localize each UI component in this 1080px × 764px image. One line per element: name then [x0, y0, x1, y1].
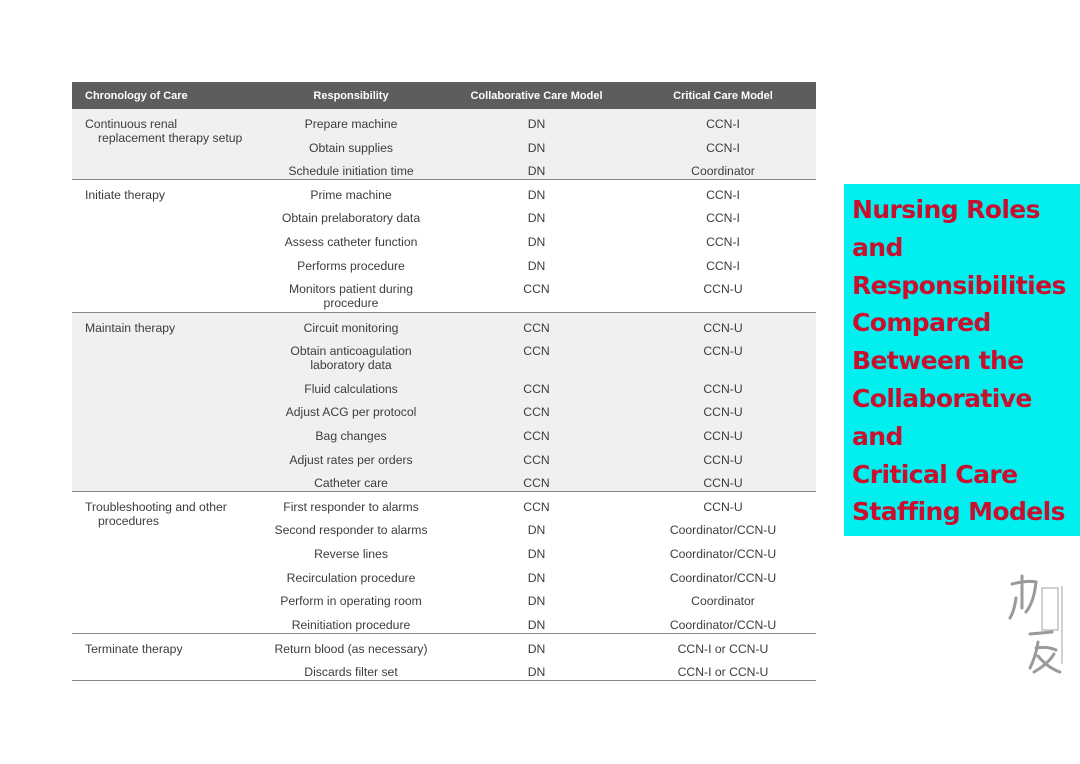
- collaborative-cell: [443, 539, 630, 563]
- collaborative-text: DN: [527, 523, 546, 538]
- critical-cell: [630, 610, 816, 634]
- table-row: [72, 312, 816, 336]
- collaborative-cell: [443, 251, 630, 275]
- critical-cell: [630, 156, 816, 180]
- responsibility-cell: [259, 397, 443, 421]
- critical-text: CCN-U: [703, 405, 743, 420]
- critical-cell: [630, 563, 816, 587]
- responsibility-cell: [259, 468, 443, 492]
- critical-cell: [630, 445, 816, 469]
- header-responsibility: Responsibility: [259, 82, 443, 109]
- logo-stroke: [1010, 576, 1036, 618]
- collaborative-cell: [443, 586, 630, 610]
- collaborative-cell: [443, 492, 630, 516]
- responsibility-cell: [259, 657, 443, 681]
- critical-text: CCN-I or CCN-U: [677, 664, 769, 679]
- critical-cell: [630, 374, 816, 398]
- chronology-text: replacement therapy setup: [98, 131, 243, 145]
- collaborative-cell: [443, 109, 630, 133]
- responsibility-cell: [259, 633, 443, 657]
- responsibility-text: Adjust ACG per protocol: [285, 405, 417, 420]
- critical-cell: [630, 203, 816, 227]
- collaborative-text: DN: [527, 117, 546, 131]
- critical-text: Coordinator/CCN-U: [669, 546, 777, 561]
- table-row: [72, 109, 816, 133]
- collaborative-cell: [443, 312, 630, 336]
- chronology-cell: [72, 312, 259, 492]
- critical-cell: [630, 133, 816, 157]
- collaborative-cell: [443, 515, 630, 539]
- collaborative-text: DN: [527, 546, 546, 561]
- collaborative-text: DN: [527, 617, 546, 632]
- collaborative-cell: [443, 633, 630, 657]
- responsibility-cell: [259, 445, 443, 469]
- header-chronology: Chronology of Care: [72, 82, 259, 109]
- critical-cell: [630, 274, 816, 312]
- collaborative-text: DN: [527, 211, 546, 226]
- critical-cell: [630, 586, 816, 610]
- responsibility-cell: [259, 586, 443, 610]
- table-row: [72, 492, 816, 516]
- responsibility-text: First responder to alarms: [283, 500, 419, 515]
- collaborative-cell: [443, 563, 630, 587]
- collaborative-cell: [443, 203, 630, 227]
- critical-cell: [630, 251, 816, 275]
- table-header-row: [72, 82, 816, 109]
- critical-cell: [630, 109, 816, 133]
- chronology-text: Terminate therapy: [85, 641, 183, 656]
- responsibility-text: Fluid calculations: [304, 381, 398, 396]
- title-line: and: [852, 232, 903, 262]
- collaborative-cell: [443, 468, 630, 492]
- responsibility-text: Prepare machine: [304, 117, 398, 131]
- roles-table: [72, 82, 816, 681]
- collaborative-cell: [443, 336, 630, 374]
- collaborative-cell: [443, 610, 630, 634]
- collaborative-cell: [443, 657, 630, 681]
- critical-text: CCN-I: [706, 117, 740, 131]
- critical-text: CCN-U: [703, 343, 743, 358]
- header-collaborative: Collaborative Care Model: [443, 82, 630, 109]
- critical-cell: [630, 421, 816, 445]
- collaborative-text: CCN: [523, 452, 550, 467]
- table-group: [72, 180, 816, 312]
- chronology-cell: [72, 180, 259, 312]
- collaborative-cell: [443, 156, 630, 180]
- chronology-text: Troubleshooting and other: [85, 500, 227, 515]
- title-box: [844, 184, 1080, 536]
- title-line: Between the: [852, 346, 1024, 376]
- critical-cell: [630, 492, 816, 516]
- critical-cell: [630, 227, 816, 251]
- responsibility-cell: [259, 133, 443, 157]
- responsibility-cell: [259, 539, 443, 563]
- responsibility-cell: [259, 563, 443, 587]
- critical-text: CCN-U: [703, 381, 743, 396]
- collaborative-text: CCN: [523, 428, 550, 443]
- title-line: Responsibilities: [852, 270, 1066, 300]
- responsibility-cell: [259, 274, 443, 312]
- chronology-cell: [72, 109, 259, 180]
- responsibility-text: Obtain anticoagulation: [290, 343, 412, 358]
- collaborative-text: CCN: [523, 405, 550, 420]
- collaborative-cell: [443, 421, 630, 445]
- critical-text: CCN-I: [706, 211, 740, 226]
- responsibility-cell: [259, 374, 443, 398]
- collaborative-text: DN: [527, 188, 546, 203]
- chronology-cell: [72, 492, 259, 634]
- critical-text: Coordinator: [691, 164, 755, 179]
- responsibility-text: Obtain prelaboratory data: [281, 211, 421, 226]
- collaborative-cell: [443, 133, 630, 157]
- critical-cell: [630, 397, 816, 421]
- responsibility-text: Adjust rates per orders: [289, 452, 413, 467]
- chronology-text: procedures: [98, 514, 159, 529]
- responsibility-text: Monitors patient during: [289, 282, 413, 297]
- responsibility-text: Perform in operating room: [280, 594, 422, 609]
- responsibility-cell: [259, 180, 443, 204]
- responsibility-cell: [259, 421, 443, 445]
- critical-text: CCN-U: [703, 500, 743, 515]
- chronology-text: Initiate therapy: [85, 188, 165, 203]
- responsibility-cell: [259, 515, 443, 539]
- critical-text: CCN-U: [703, 428, 743, 443]
- responsibility-text: Catheter care: [314, 476, 388, 491]
- critical-text: Coordinator/CCN-U: [669, 617, 777, 632]
- critical-cell: [630, 468, 816, 492]
- critical-text: Coordinator/CCN-U: [669, 523, 777, 538]
- responsibility-text: Schedule initiation time: [288, 164, 414, 179]
- table-row: [72, 633, 816, 657]
- logo-seal: [1042, 588, 1058, 630]
- critical-cell: [630, 336, 816, 374]
- responsibility-text: Assess catheter function: [284, 234, 418, 249]
- collaborative-text: CCN: [523, 282, 550, 297]
- table-row: [72, 180, 816, 204]
- responsibility-text: Recirculation procedure: [286, 570, 416, 585]
- critical-text: CCN-I: [706, 258, 740, 273]
- collaborative-text: DN: [527, 570, 546, 585]
- collaborative-cell: [443, 180, 630, 204]
- table-group: [72, 633, 816, 680]
- responsibility-cell: [259, 492, 443, 516]
- chronology-text: Continuous renal: [85, 117, 178, 131]
- title-line: and: [852, 421, 903, 451]
- table-group: [72, 312, 816, 492]
- collaborative-text: DN: [527, 140, 546, 155]
- responsibility-text: Circuit monitoring: [303, 320, 399, 335]
- responsibility-text: Second responder to alarms: [274, 523, 428, 538]
- critical-text: CCN-I: [706, 234, 740, 249]
- collaborative-text: CCN: [523, 476, 550, 491]
- title-line: Staffing Models: [852, 497, 1065, 527]
- critical-text: CCN-U: [703, 282, 743, 297]
- responsibility-cell: [259, 156, 443, 180]
- table-group: [72, 492, 816, 634]
- critical-cell: [630, 657, 816, 681]
- calligraphy-logo: [1008, 568, 1068, 678]
- responsibility-text: procedure: [323, 296, 379, 311]
- responsibility-cell: [259, 203, 443, 227]
- collaborative-text: CCN: [523, 343, 550, 358]
- responsibility-cell: [259, 312, 443, 336]
- critical-cell: [630, 515, 816, 539]
- collaborative-text: DN: [527, 664, 546, 679]
- title-line: Critical Care: [852, 459, 1018, 489]
- title-line: Nursing Roles: [852, 195, 1040, 224]
- critical-text: CCN-U: [703, 476, 743, 491]
- collaborative-text: DN: [527, 234, 546, 249]
- responsibility-cell: [259, 610, 443, 634]
- chronology-text: Maintain therapy: [85, 320, 176, 335]
- responsibility-text: Discards filter set: [304, 664, 398, 679]
- header-critical: Critical Care Model: [630, 82, 816, 109]
- responsibility-text: Prime machine: [310, 188, 392, 203]
- responsibility-cell: [259, 227, 443, 251]
- collaborative-cell: [443, 397, 630, 421]
- collaborative-cell: [443, 227, 630, 251]
- collaborative-text: DN: [527, 641, 546, 656]
- responsibility-text: Reinitiation procedure: [291, 617, 411, 632]
- critical-text: CCN-I or CCN-U: [677, 641, 769, 656]
- collaborative-text: CCN: [523, 320, 550, 335]
- critical-cell: [630, 539, 816, 563]
- critical-text: CCN-I: [706, 188, 740, 203]
- critical-cell: [630, 633, 816, 657]
- critical-text: Coordinator: [691, 594, 755, 609]
- logo-stroke: [1030, 632, 1060, 672]
- critical-cell: [630, 180, 816, 204]
- collaborative-text: DN: [527, 258, 546, 273]
- collaborative-text: DN: [527, 594, 546, 609]
- collaborative-cell: [443, 374, 630, 398]
- responsibility-text: Obtain supplies: [308, 140, 393, 155]
- critical-text: CCN-U: [703, 320, 743, 335]
- collaborative-cell: [443, 274, 630, 312]
- title-line: Collaborative: [852, 383, 1032, 413]
- responsibility-text: Bag changes: [315, 428, 387, 443]
- responsibility-text: Performs procedure: [297, 258, 405, 273]
- chronology-cell: [72, 633, 259, 680]
- critical-text: CCN-I: [706, 140, 740, 155]
- responsibility-text: Reverse lines: [314, 546, 388, 561]
- title-line: Compared: [852, 308, 991, 338]
- critical-cell: [630, 312, 816, 336]
- table-group: [72, 109, 816, 180]
- responsibility-cell: [259, 109, 443, 133]
- critical-text: CCN-U: [703, 452, 743, 467]
- collaborative-cell: [443, 445, 630, 469]
- collaborative-text: DN: [527, 164, 546, 179]
- critical-text: Coordinator/CCN-U: [669, 570, 777, 585]
- responsibility-cell: [259, 251, 443, 275]
- collaborative-text: CCN: [523, 500, 550, 515]
- collaborative-text: CCN: [523, 381, 550, 396]
- responsibility-cell: [259, 336, 443, 374]
- responsibility-text: Return blood (as necessary): [274, 641, 428, 656]
- responsibility-text: laboratory data: [310, 357, 392, 372]
